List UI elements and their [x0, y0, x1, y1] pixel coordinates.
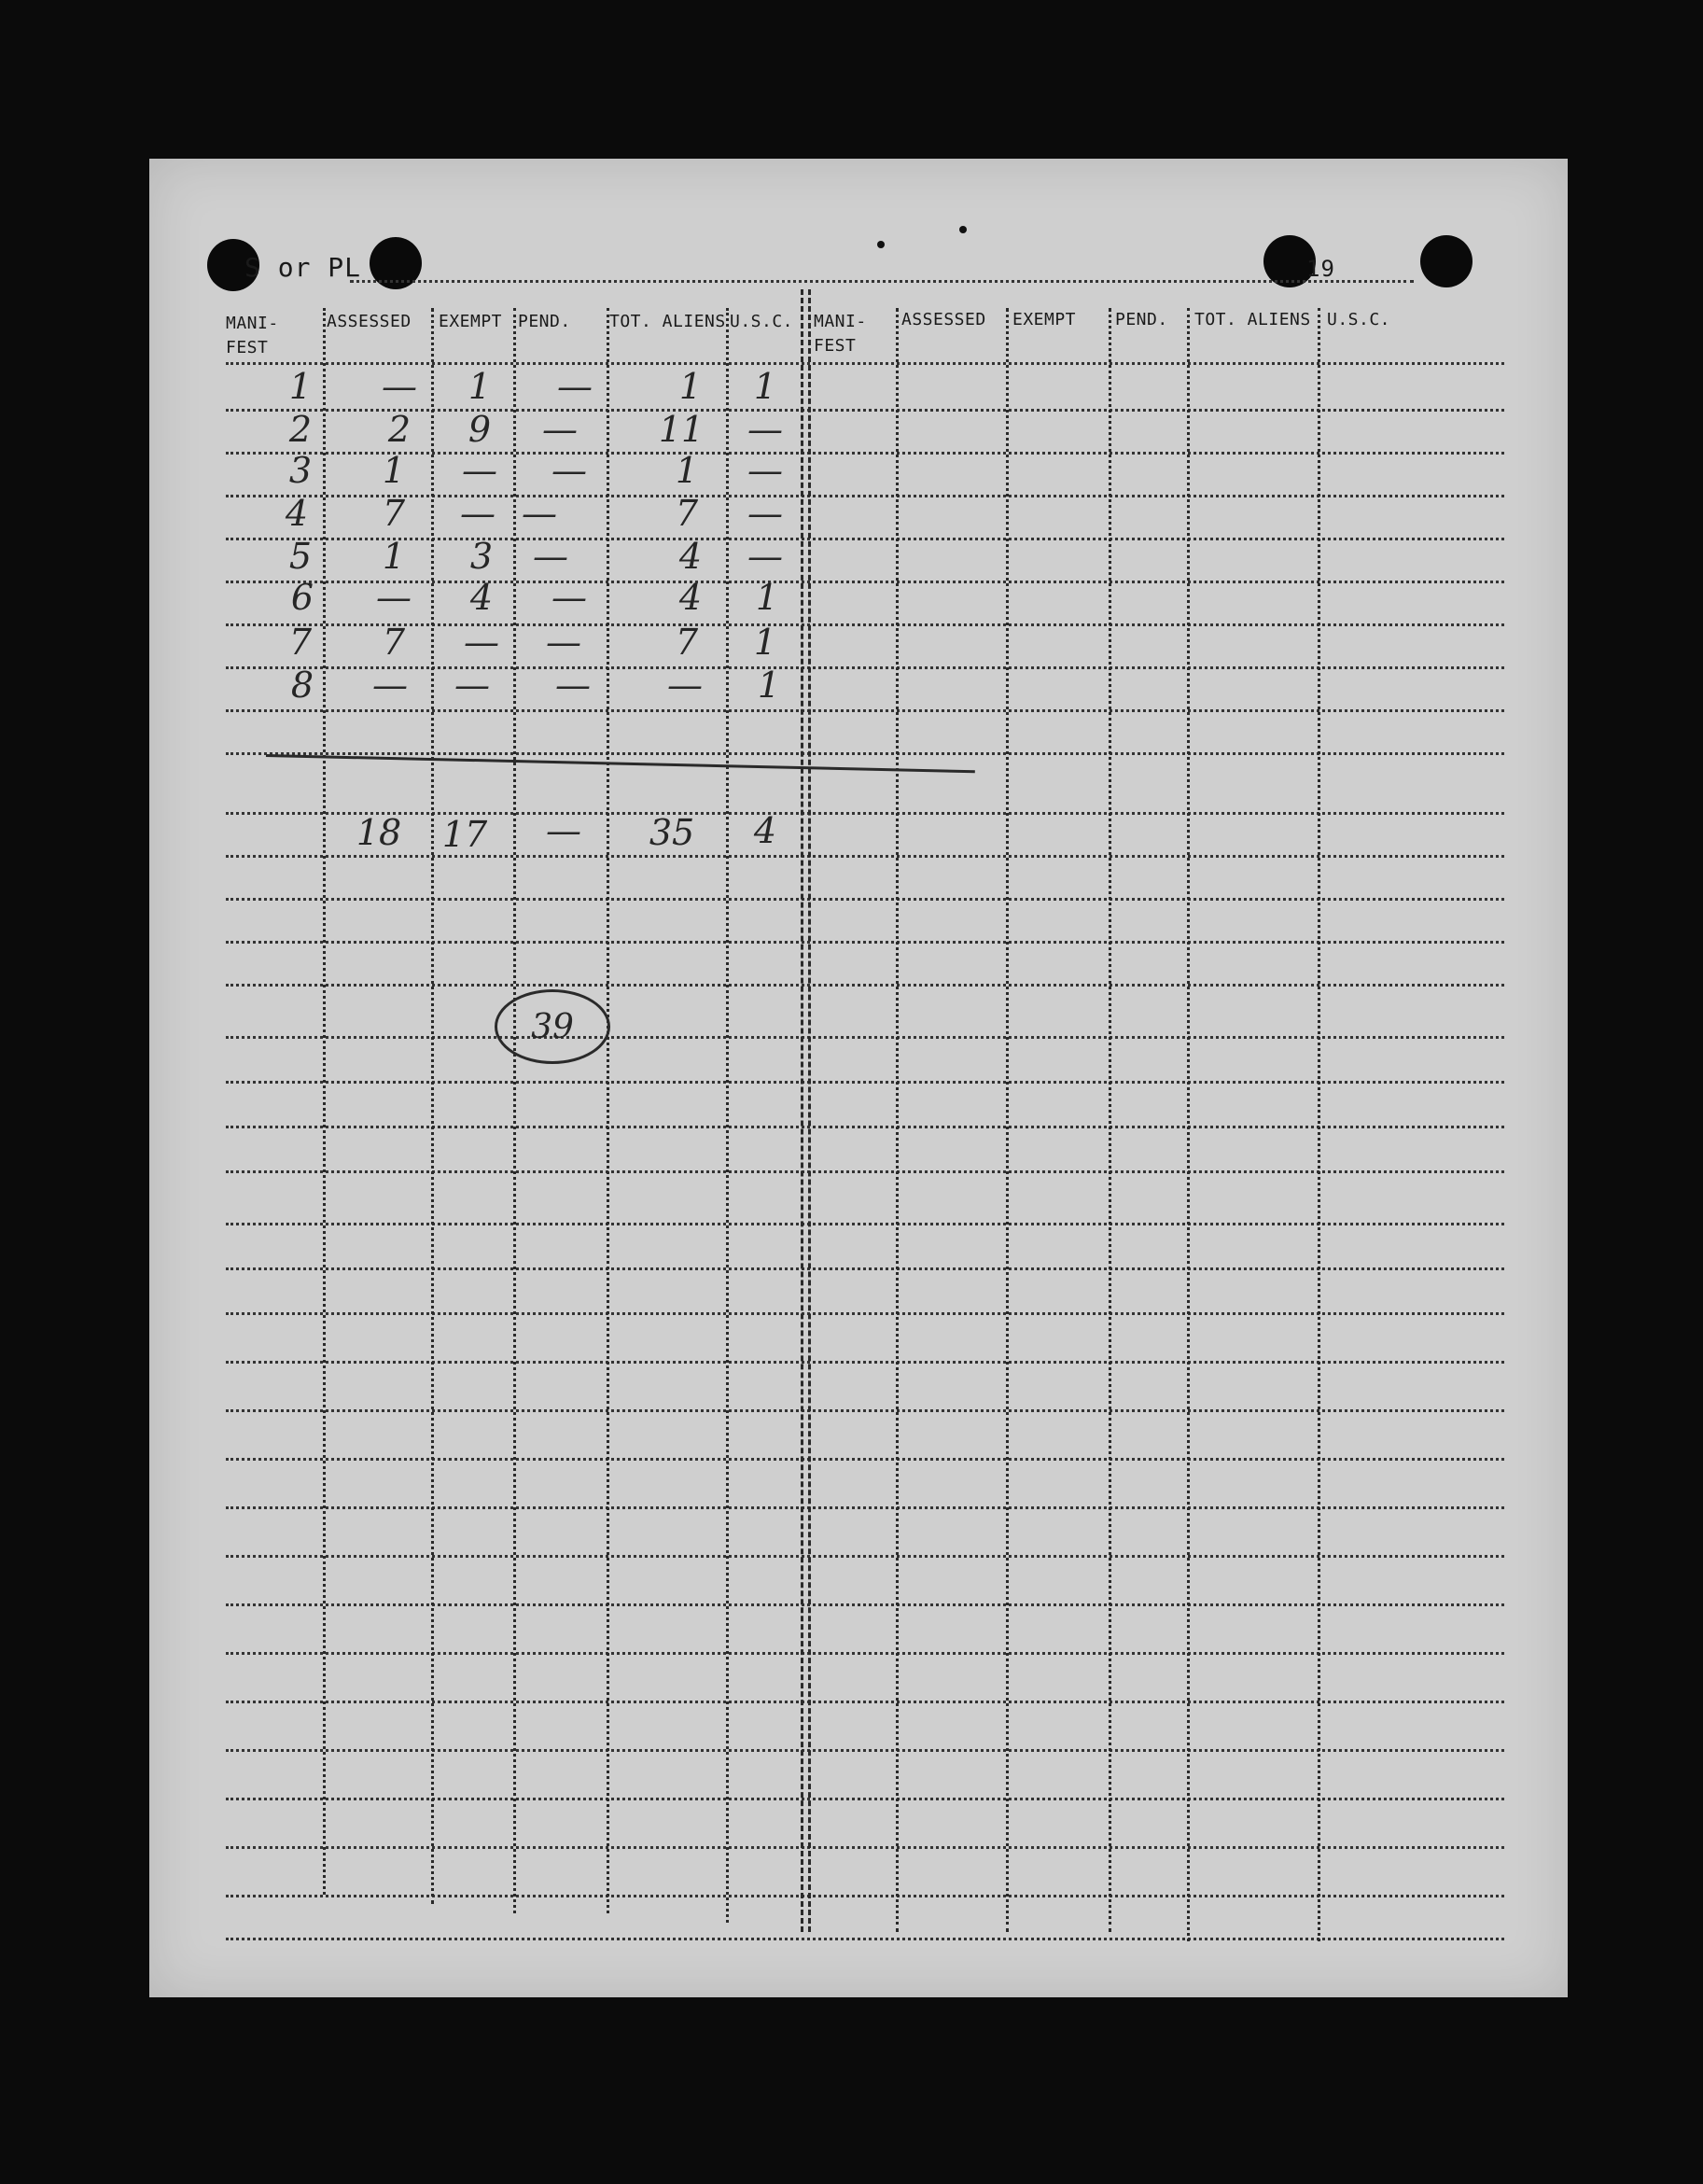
column-header-manifest-right: MANI- FEST	[814, 312, 867, 356]
grid-row-line	[226, 1458, 1504, 1461]
column-header-assessed-right: ASSESSED	[901, 310, 986, 329]
cell-exempt: —	[460, 493, 496, 534]
cell-exempt: 4	[469, 577, 494, 618]
cell-tot-aliens: —	[667, 665, 703, 706]
cell-exempt: —	[464, 622, 499, 663]
cell-assessed: —	[372, 665, 408, 706]
cell-tot-aliens: 1	[678, 366, 703, 407]
grid-row-line	[226, 855, 1504, 858]
cell-exempt: 1	[468, 366, 492, 407]
header-row-line	[226, 362, 1504, 365]
cell-tot-aliens: 1	[675, 450, 699, 491]
column-header-pend-right: PEND.	[1115, 310, 1168, 329]
grid-row-line	[226, 1749, 1504, 1752]
cell-manifest: 6	[290, 577, 314, 618]
header-left-text: S or PL	[244, 252, 362, 283]
cell-manifest: 3	[288, 450, 313, 491]
total-usc: 4	[753, 810, 777, 851]
grid-row-line	[226, 1555, 1504, 1558]
column-header-usc: U.S.C.	[730, 312, 794, 331]
cell-usc: 1	[757, 665, 781, 706]
cell-pend: —	[522, 493, 557, 534]
grid-row-line	[226, 1170, 1504, 1173]
column-header-exempt-right: EXEMPT	[1012, 310, 1077, 329]
cell-assessed: —	[376, 577, 412, 618]
cell-exempt: 9	[468, 409, 492, 450]
column-header-manifest: MANI- FEST	[226, 314, 279, 357]
grid-row-line	[226, 752, 1504, 755]
cell-manifest: 2	[288, 409, 313, 450]
grid-row-line	[226, 1267, 1504, 1270]
grid-column-line	[1318, 308, 1320, 1941]
cell-assessed: 2	[387, 409, 412, 450]
grid-row-line	[226, 1223, 1504, 1225]
cell-assessed: 7	[382, 493, 406, 534]
grid-column-line	[896, 308, 899, 1932]
cell-usc: 1	[753, 622, 777, 663]
grid-row-line	[226, 1652, 1504, 1655]
total-underline	[266, 754, 975, 773]
cell-tot-aliens: 7	[675, 493, 699, 534]
grid-row-line	[226, 1798, 1504, 1800]
grid-row-line	[226, 1361, 1504, 1364]
grid-row-line	[226, 1938, 1504, 1940]
grand-total-circled: 39	[495, 989, 610, 1064]
form-sheet	[149, 159, 1568, 1997]
cell-tot-aliens: 4	[678, 536, 703, 577]
column-header-exempt: EXEMPT	[439, 312, 503, 331]
punch-hole-icon	[1420, 235, 1473, 287]
column-header-assessed: ASSESSED	[327, 312, 412, 331]
cell-usc: 1	[753, 366, 777, 407]
cell-pend: —	[546, 622, 581, 663]
cell-manifest: 4	[285, 493, 309, 534]
grid-row-line	[226, 941, 1504, 944]
cell-manifest: 5	[288, 536, 313, 577]
grid-row-line	[226, 1036, 1504, 1039]
grid-column-line	[1109, 308, 1111, 1932]
total-assessed: 18	[356, 812, 402, 853]
grid-row-line	[226, 1312, 1504, 1315]
total-pend: —	[546, 810, 581, 851]
cell-exempt: 3	[469, 536, 494, 577]
grid-column-line	[431, 308, 434, 1904]
column-header-pend: PEND.	[518, 312, 571, 331]
cell-assessed: 1	[382, 450, 406, 491]
cell-tot-aliens: 11	[658, 409, 705, 450]
ink-speck	[877, 241, 885, 248]
ink-speck	[959, 226, 967, 233]
cell-pend: —	[542, 409, 578, 450]
cell-pend: —	[555, 665, 591, 706]
cell-exempt: —	[462, 450, 497, 491]
grid-center-divider	[808, 289, 811, 1932]
cell-tot-aliens: 7	[675, 622, 699, 663]
grid-row-line	[226, 898, 1504, 901]
header-underline	[350, 280, 1414, 283]
grid-row-line	[226, 1701, 1504, 1703]
grid-row-line	[226, 1409, 1504, 1412]
cell-tot-aliens: 4	[678, 577, 703, 618]
cell-manifest: 7	[288, 622, 313, 663]
grid-row-line	[226, 984, 1504, 987]
cell-pend: —	[533, 536, 568, 577]
column-header-usc-right: U.S.C.	[1327, 310, 1391, 329]
cell-manifest: 8	[290, 665, 314, 706]
grid-row-line	[226, 709, 1504, 712]
cell-manifest: 1	[288, 366, 313, 407]
grid-column-line	[1006, 308, 1009, 1932]
cell-exempt: —	[454, 665, 490, 706]
total-exempt: 17	[441, 814, 488, 855]
grid-column-line	[607, 308, 609, 1913]
cell-usc: —	[747, 536, 783, 577]
grid-row-line	[226, 1603, 1504, 1606]
cell-usc: —	[747, 409, 783, 450]
grid-row-line	[226, 1126, 1504, 1128]
grid-row-line	[226, 1895, 1504, 1897]
cell-assessed: 7	[382, 622, 406, 663]
cell-pend: —	[557, 366, 593, 407]
cell-assessed: —	[382, 366, 417, 407]
header-year-text: 19	[1306, 256, 1335, 282]
cell-usc: —	[747, 493, 783, 534]
grid-row-line	[226, 1506, 1504, 1509]
cell-usc: —	[747, 450, 783, 491]
cell-usc: 1	[755, 577, 779, 618]
column-header-tot-aliens: TOT. ALIENS	[609, 312, 726, 331]
total-tot-aliens: 35	[649, 812, 695, 853]
cell-pend: —	[551, 450, 587, 491]
cell-assessed: 1	[382, 536, 406, 577]
grid-row-line	[226, 1846, 1504, 1849]
grid-row-line	[226, 812, 1504, 815]
grid-column-line	[1187, 308, 1190, 1941]
column-header-tot-aliens-right: TOT. ALIENS	[1194, 310, 1311, 329]
grid-row-line	[226, 1081, 1504, 1084]
cell-pend: —	[551, 577, 587, 618]
